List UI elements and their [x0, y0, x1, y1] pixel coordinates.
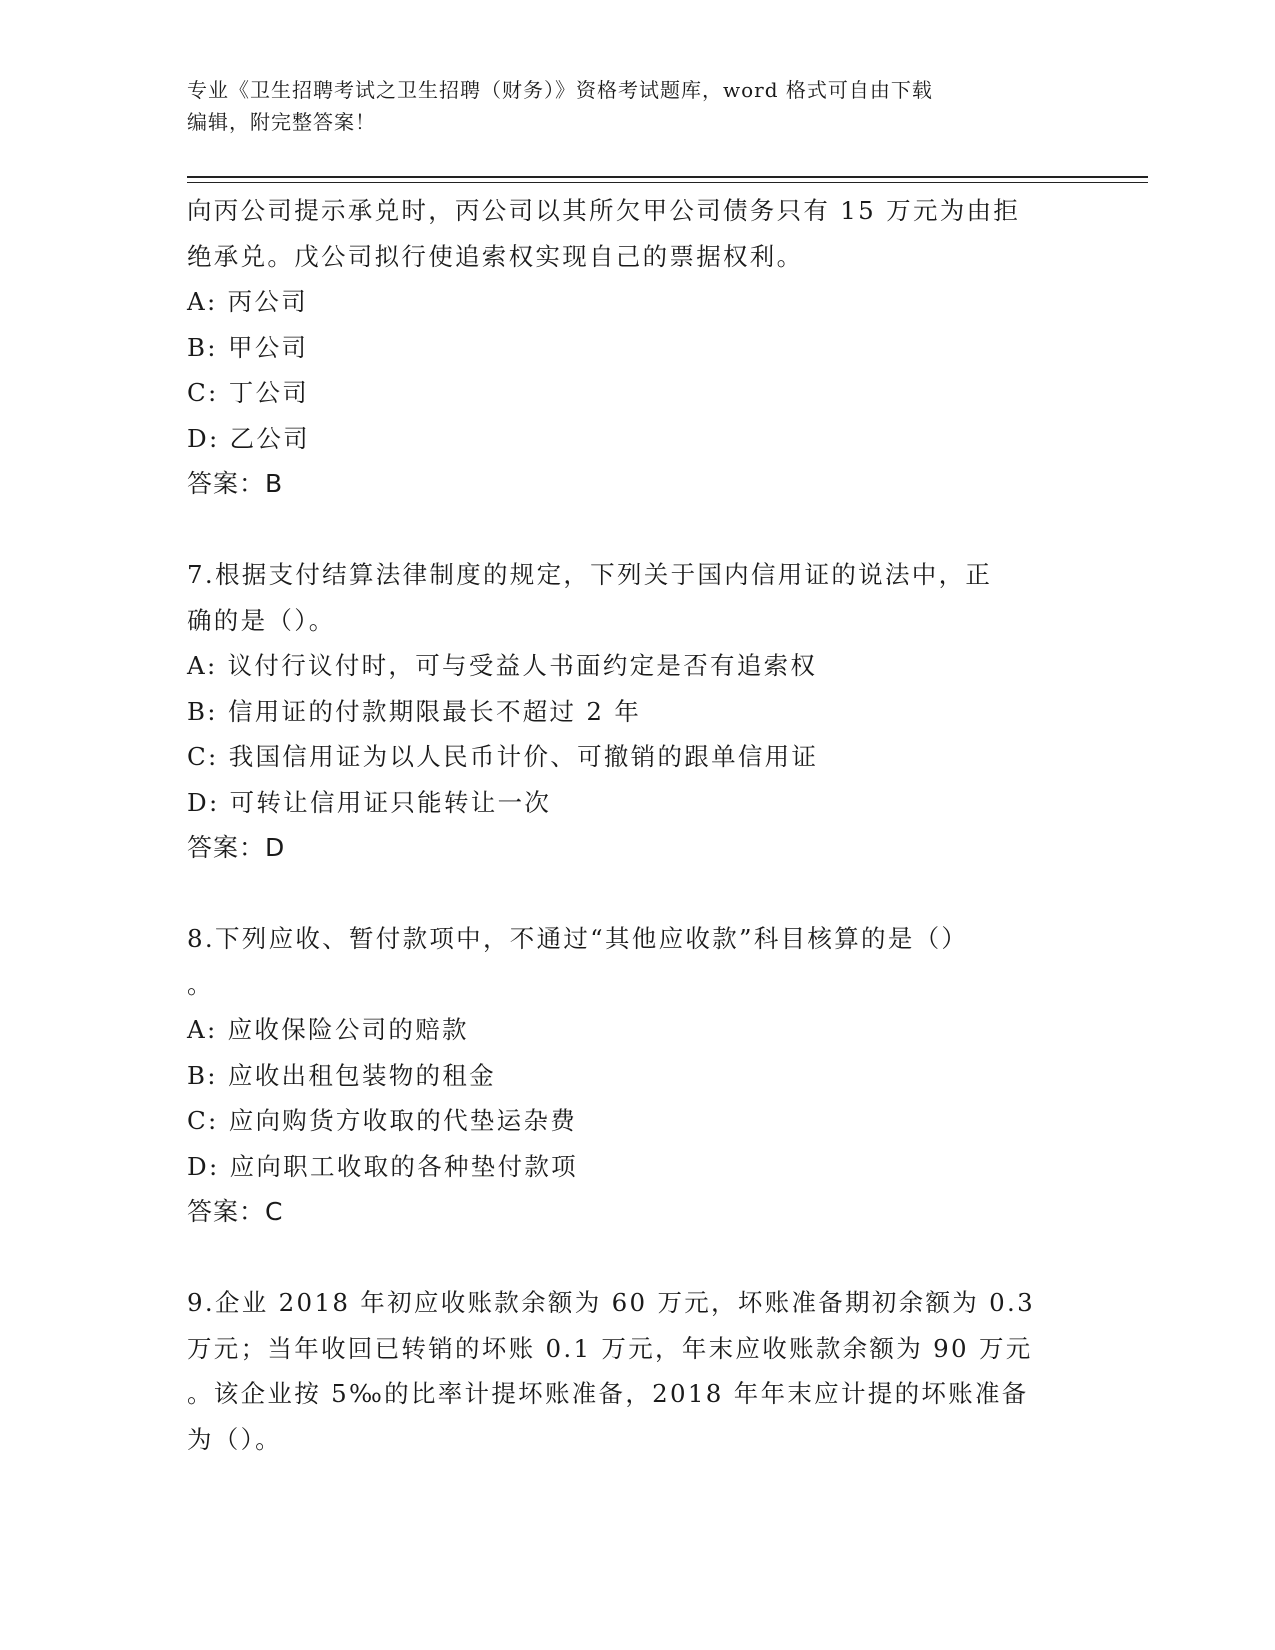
question-stem-line: 确的是（）。	[187, 605, 336, 635]
question-stem-line: 。该企业按 5‰的比率计提坏账准备，2018 年年末应计提的坏账准备	[187, 1379, 1029, 1408]
spacer	[187, 507, 1087, 553]
option-c: C: 丁公司	[187, 378, 310, 407]
question-7	[187, 552, 1087, 871]
question-8	[187, 916, 1087, 1235]
question-6	[187, 188, 1087, 507]
question-stem-line: 万元；当年收回已转销的坏账 0.1 万元，年末应收账款余额为 90 万元	[187, 1333, 1033, 1363]
spacer	[187, 871, 1087, 917]
option-a: A: 丙公司	[187, 287, 309, 316]
option-b: B: 甲公司	[187, 332, 309, 362]
option-b: B: 信用证的付款期限最长不超过 2 年	[187, 696, 642, 726]
option-a: A: 议付行议付时，可与受益人书面约定是否有追索权	[187, 651, 818, 680]
option-d: D: 应向职工收取的各种垫付款项	[187, 1151, 578, 1181]
option-c: C: 我国信用证为以人民币计价、可撤销的跟单信用证	[187, 742, 819, 771]
option-d: D: 可转让信用证只能转让一次	[187, 787, 552, 817]
option-a: A: 应收保险公司的赔款	[187, 1015, 469, 1044]
question-stem-line: 。	[187, 969, 214, 999]
option-d: D: 乙公司	[187, 423, 310, 453]
header-divider-thin	[187, 182, 1148, 183]
header-line-2: 编辑，附完整答案！	[187, 110, 376, 134]
option-c: C: 应向购货方收取的代垫运杂费	[187, 1106, 578, 1135]
question-stem-line: 为（）。	[187, 1424, 282, 1454]
header-divider-thick	[187, 176, 1148, 178]
spacer	[187, 1235, 1087, 1281]
document-header	[187, 74, 1087, 138]
answer-label: 答案：D	[187, 833, 286, 862]
question-stem-line: 8.下列应收、暂付款项中，不通过“其他应收款”科目核算的是（）	[187, 924, 969, 953]
question-stem-line: 绝承兑。戊公司拟行使追索权实现自己的票据权利。	[187, 241, 804, 271]
question-9	[187, 1280, 1087, 1462]
question-list	[187, 188, 1087, 1462]
answer-label: 答案：B	[187, 469, 284, 498]
question-stem-line: 向丙公司提示承兑时，丙公司以其所欠甲公司债务只有 15 万元为由拒	[187, 196, 1021, 225]
answer-label: 答案：C	[187, 1197, 284, 1226]
question-stem-line: 7.根据支付结算法律制度的规定，下列关于国内信用证的说法中，正	[187, 560, 993, 589]
question-stem-line: 9.企业 2018 年初应收账款余额为 60 万元，坏账准备期初余额为 0.3	[187, 1288, 1036, 1317]
header-line-1: 专业《卫生招聘考试之卫生招聘（财务）》资格考试题库，word 格式可自由下载	[187, 78, 933, 102]
option-b: B: 应收出租包装物的租金	[187, 1060, 496, 1090]
